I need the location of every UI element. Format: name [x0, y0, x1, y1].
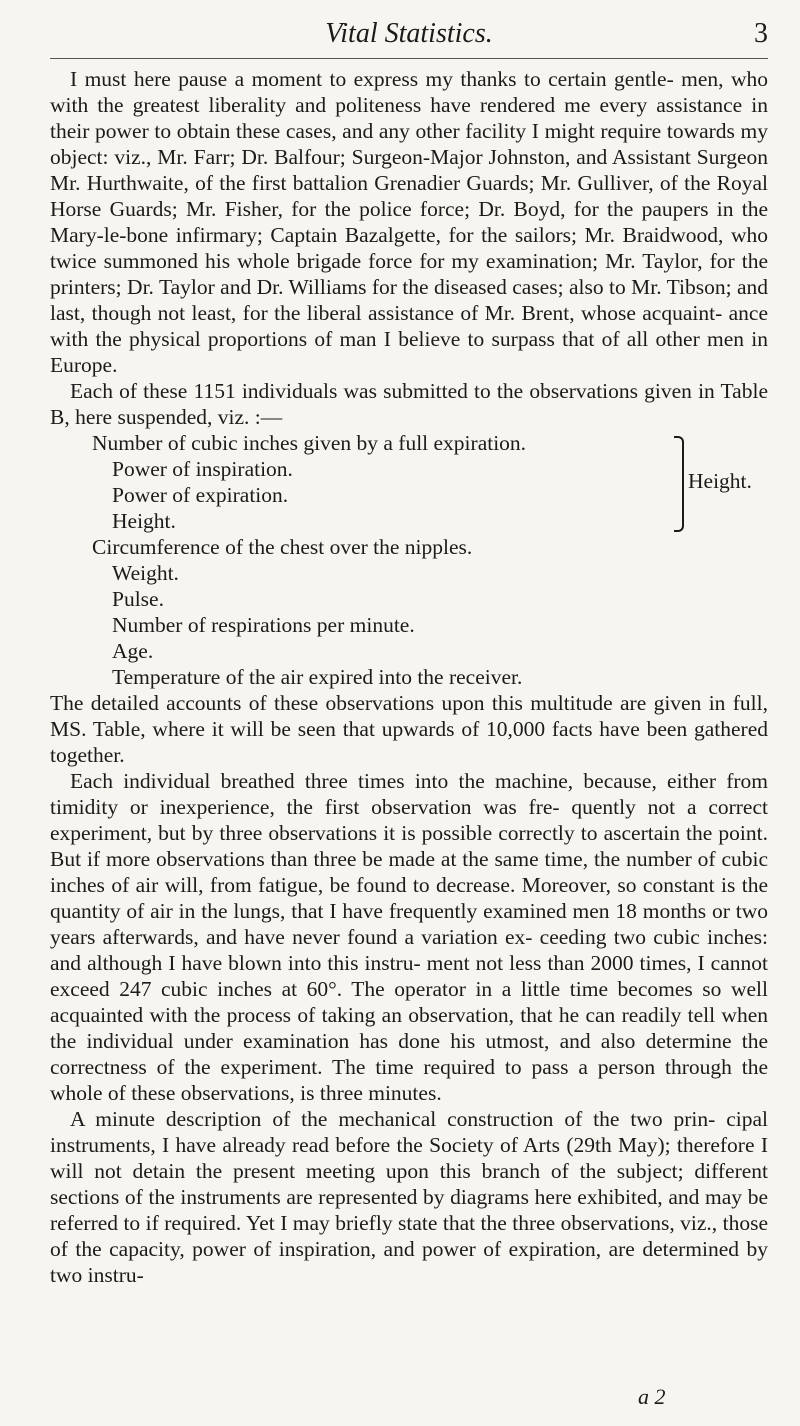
- list-item: Number of cubic inches given by a full expiration.: [92, 431, 527, 455]
- paragraph-observations-intro: Each of these 1151 individuals was submitted to the observations given in Table B, here suspended, viz. :—: [50, 379, 768, 429]
- page-header: [50, 18, 768, 58]
- list-item: Power of inspiration.: [112, 457, 293, 481]
- height-brace-group: [92, 430, 768, 534]
- paragraph-breathing-method: Each individual breathed three times into the machine, because, either from timidity or inexperience, the first observation was fre- quently not a correct experiment, but by three observations it is possible correctly to ascertain the point. But if more observations than three be made at the same time, the number of cubic inches of air will, from fatigue, be found to decrease. Moreover, so constant is the quantity of air in the lungs, that I have frequently examined men 18 months or two years afterwards, and have never found a variation ex- ceeding two cubic inches: and although I have blown into this instru- ment not less than 2000 times, I cannot exceed 247 cubic inches at 60°. The operator in a little time becomes so well acquainted with the process of taking an observation, that he can readily tell when the individual under examination has done his utmost, and also determine the correctness of the experiment. The time required to pass a person through the whole of these observations, is three minutes.: [50, 769, 768, 1105]
- body-text: [50, 66, 768, 1288]
- curly-brace: [674, 436, 684, 532]
- page-number: 3: [754, 18, 768, 49]
- list-item: Temperature of the air expired into the receiver.: [112, 665, 523, 689]
- list-item: Pulse.: [112, 587, 164, 611]
- paragraph-instrument-description: A minute description of the mechanical construction of the two prin- cipal instruments, I have already read before the Society of Arts (29th May); therefore I will not detain the present meeting upon this branch of the subject; different sections of the instruments are represented by diagrams here exhibited, and may be referred to if required. Yet I may briefly state that the three observations, viz., those of the capacity, power of inspiration, and power of expiration, are determined by two instru-: [50, 1107, 768, 1287]
- paragraph-detailed-accounts: The detailed accounts of these observations upon this multitude are given in full, MS. Table, where it will be seen that upwards of 10,000 facts have been gathered together.: [50, 691, 768, 767]
- running-title: Vital Statistics.: [325, 18, 493, 49]
- list-item: Height.: [112, 509, 176, 533]
- paragraph-thanks: I must here pause a moment to express my thanks to certain gentle- men, who with the greatest liberality and politeness have rendered me every assistance in their power to obtain these cases, and any other facility I might require towards my object: viz., Mr. Farr; Dr. Balfour; Surgeon-Major Johnston, and Assistant Surgeon Mr. Hurthwaite, of the first battalion Grenadier Guards; Mr. Gulliver, of the Royal Horse Guards; Mr. Fisher, for the police force; Dr. Boyd, for the paupers in the Mary-le-bone infirmary; Captain Bazalgette, for the sailors; Mr. Braidwood, who twice summoned his whole brigade force for my examination; Mr. Taylor, for the printers; Dr. Taylor and Dr. Williams for the diseased cases; also to Mr. Tibson; and last, though not least, for the liberal assistance of Mr. Brent, whose acquaint- ance with the physical proportions of man I believe to surpass that of all other men in Europe.: [50, 67, 768, 377]
- list-item: Number of respirations per minute.: [112, 613, 415, 637]
- observation-list: [92, 430, 768, 690]
- list-item: Power of expiration.: [112, 483, 289, 507]
- signature-mark: a 2: [638, 1384, 666, 1409]
- brace-label: Height.: [688, 469, 752, 493]
- list-item: Weight.: [112, 561, 179, 585]
- header-rule: [50, 58, 768, 59]
- list-item: Age.: [112, 639, 154, 663]
- list-item: Circumference of the chest over the nipples.: [92, 535, 473, 559]
